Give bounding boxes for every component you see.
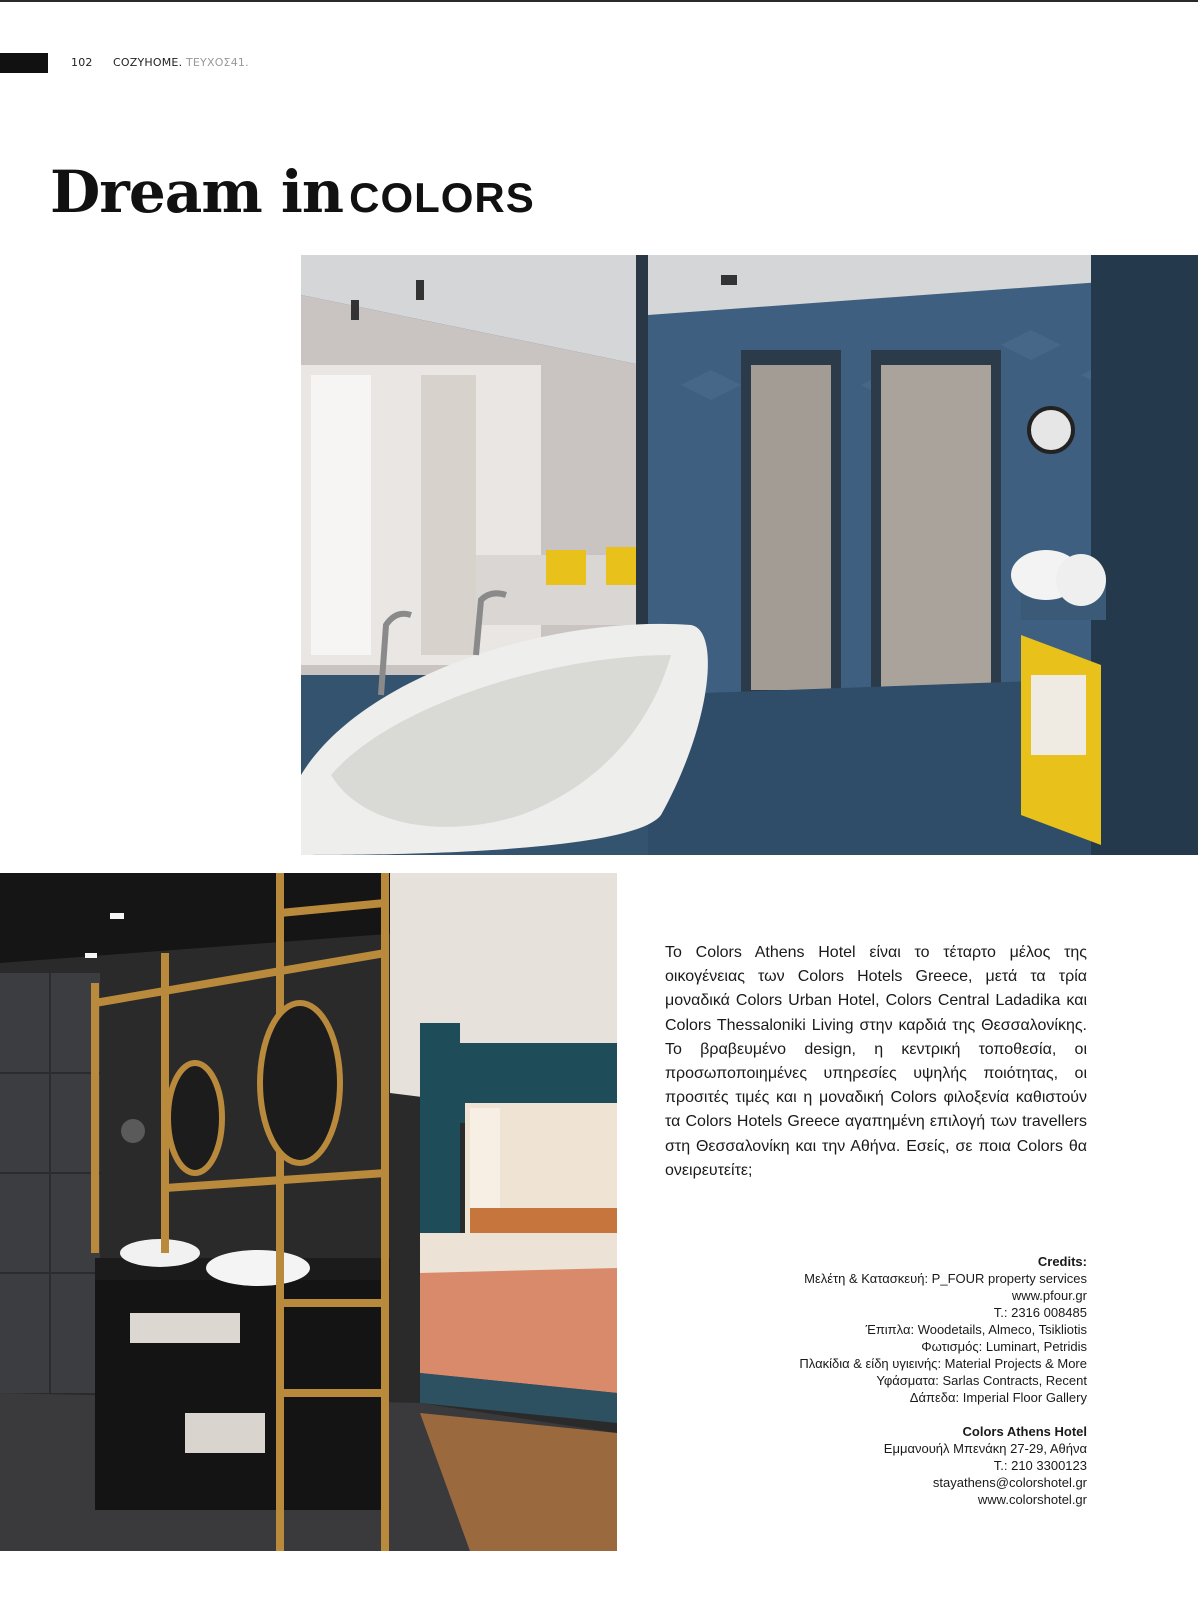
credit-line: Μελέτη & Κατασκευή: P_FOUR property services (804, 1271, 1087, 1286)
page-number: 102 (71, 56, 93, 69)
page-edge-tab (0, 53, 48, 73)
photo-bathroom-bathtub (301, 255, 1198, 855)
top-rule (0, 0, 1198, 2)
credit-line: Έπιπλα: Woodetails, Almeco, Tsikliotis (865, 1322, 1087, 1337)
title-sans-part: COLORS (349, 174, 535, 221)
hotel-line: Εμμανουήλ Μπενάκη 27-29, Αθήνα (883, 1441, 1087, 1456)
credit-line: Τ.: 2316 008485 (993, 1305, 1087, 1320)
magazine-name: COZYHOME. (113, 56, 183, 69)
hotel-line: www.colorshotel.gr (977, 1492, 1087, 1507)
title-serif-part: Dream in (50, 158, 344, 226)
article-title (50, 158, 535, 226)
credit-line: Πλακίδια & είδη υγιεινής: Material Projects & More (799, 1356, 1087, 1371)
running-header (113, 56, 249, 69)
credit-line: Υφάσματα: Sarlas Contracts, Recent (876, 1373, 1087, 1388)
article-body: Το Colors Athens Hotel είναι το τέταρτο μέλος της οικογένειας των Colors Hotels Greece, μετά τα τρία μοναδικά Colors Urban Hotel, Colors Central Ladadika και Colors Thessaloniki Living στην καρδιά της Θεσσαλονίκης. Το βραβευμένο design, η κεντρική τοποθεσία, οι προσωποποιημένες υπηρεσίες υψηλής ποιότητας, οι προσιτές τιμές και η μοναδική Colors φιλοξενία καθιστούν τα Colors Hotels Greece αγαπημένη επιλογή των travellers στη Θεσσαλονίκη και την Αθήνα. Εσείς, σε ποια Colors θα ονειρευτείτε; (665, 944, 1087, 1179)
hotel-heading: Colors Athens Hotel (962, 1424, 1087, 1439)
photo-bathroom-bedroom (0, 873, 617, 1551)
credit-line: www.pfour.gr (1011, 1288, 1087, 1303)
credits-heading: Credits: (1037, 1254, 1087, 1269)
hotel-line: stayathens@colorshotel.gr (932, 1475, 1087, 1490)
issue-label: ΤΕΥΧΟΣ41. (185, 56, 249, 69)
credit-line: Φωτισμός: Luminart, Petridis (921, 1339, 1087, 1354)
credit-line: Δάπεδα: Imperial Floor Gallery (909, 1390, 1087, 1405)
credits-block (647, 1253, 1087, 1508)
credits-spacer (647, 1406, 1087, 1423)
hotel-line: Τ.: 210 3300123 (993, 1458, 1087, 1473)
